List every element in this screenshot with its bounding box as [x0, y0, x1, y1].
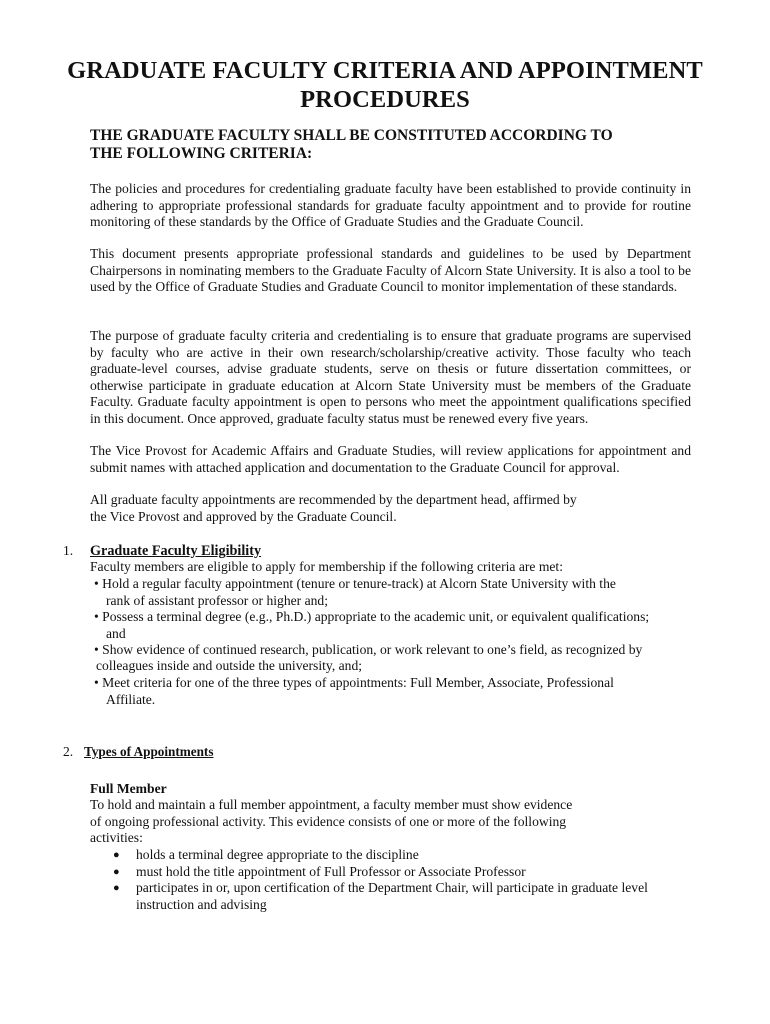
full-member-requirement-2: must hold the title appointment of Full Professor or Associate Professor [136, 864, 526, 879]
eligibility-intro: Faculty members are eligible to apply for membership if the following criteria are met: [90, 559, 563, 574]
paragraph-document-purpose: This document presents appropriate professional standards and guidelines to be used by Department Chairpersons in nominating members to the Graduate Faculty of Alcorn State University. It is also a tool to be used by the Office of Graduate Studies and Graduate Council to monitor implementation of these standards. [90, 246, 691, 295]
full-member-text-line-3: activities: [90, 830, 143, 845]
paragraph-criteria-purpose: The purpose of graduate faculty criteria and credentialing is to ensure that graduate programs are supervised by faculty who are active in their own research/scholarship/creative activity. Those faculty who teach graduate-level courses, advise graduate students, serve on thesis or future dissertation committees, or otherwise participate in graduate education at Alcorn State University must be members of the Graduate Faculty. Graduate faculty appointment is open to persons who meet the appointment qualifications specified in this document. Once approved, graduate faculty status must be renewed every five years. [90, 328, 691, 426]
section-1-number: 1. [63, 543, 74, 558]
criteria-heading-line-1: THE GRADUATE FACULTY SHALL BE CONSTITUTED ACCORDING TO [90, 127, 613, 144]
eligibility-criterion-2: • Possess a terminal degree (e.g., Ph.D.) appropriate to the academic unit, or equivalent qualifications; [94, 609, 650, 624]
full-member-heading: Full Member [90, 781, 167, 796]
eligibility-criterion-2-cont: and [106, 626, 126, 641]
eligibility-criterion-1-cont: rank of assistant professor or higher and; [106, 593, 328, 608]
criteria-heading-line-2: THE FOLLOWING CRITERIA: [90, 145, 313, 162]
bullet-icon: ● [113, 866, 120, 878]
full-member-requirement-1: holds a terminal degree appropriate to the discipline [136, 847, 419, 862]
section-2-title: Types of Appointments [84, 744, 214, 759]
section-1-title: Graduate Faculty Eligibility [90, 543, 262, 559]
criteria-heading [90, 127, 710, 163]
full-member-text-line-2: of ongoing professional activity. This evidence consists of one or more of the following [90, 814, 567, 829]
eligibility-criterion-1: • Hold a regular faculty appointment (tenure or tenure-track) at Alcorn State University with the [94, 576, 616, 591]
bullet-icon: ● [113, 882, 120, 894]
eligibility-criterion-3: • Show evidence of continued research, publication, or work relevant to one’s field, as recognized by [94, 642, 643, 657]
section-2-number: 2. [63, 744, 74, 759]
paragraph-policies: The policies and procedures for credentialing graduate faculty have been established to provide continuity in adhering to appropriate professional standards for graduate faculty appointment and to provide for routine monitoring of these standards by the Office of Graduate Studies and the Graduate Council. [90, 181, 691, 230]
title-line-1: GRADUATE FACULTY CRITERIA AND APPOINTMENT [67, 57, 703, 84]
bullet-icon: ● [113, 849, 120, 861]
paragraph-vice-provost: The Vice Provost for Academic Affairs and Graduate Studies, will review applications for appointment and submit names with attached application and documentation to the Graduate Council for approval. [90, 443, 691, 475]
full-member-requirement-3-cont: instruction and advising [136, 897, 267, 912]
full-member-requirement-3: participates in or, upon certification of the Department Chair, will participate in graduate level [136, 880, 648, 895]
eligibility-criterion-4: • Meet criteria for one of the three types of appointments: Full Member, Associate, Professional [94, 675, 614, 690]
full-member-text-line-1: To hold and maintain a full member appointment, a faculty member must show evidence [90, 797, 573, 812]
document-title [60, 56, 710, 114]
eligibility-criterion-4-cont: Affiliate. [106, 692, 156, 707]
paragraph-appointments-line-2: the Vice Provost and approved by the Graduate Council. [90, 509, 397, 524]
title-line-2: PROCEDURES [300, 86, 470, 113]
paragraph-appointments-line-1: All graduate faculty appointments are recommended by the department head, affirmed by [90, 492, 577, 507]
eligibility-criterion-3-cont: colleagues inside and outside the university, and; [96, 658, 363, 673]
